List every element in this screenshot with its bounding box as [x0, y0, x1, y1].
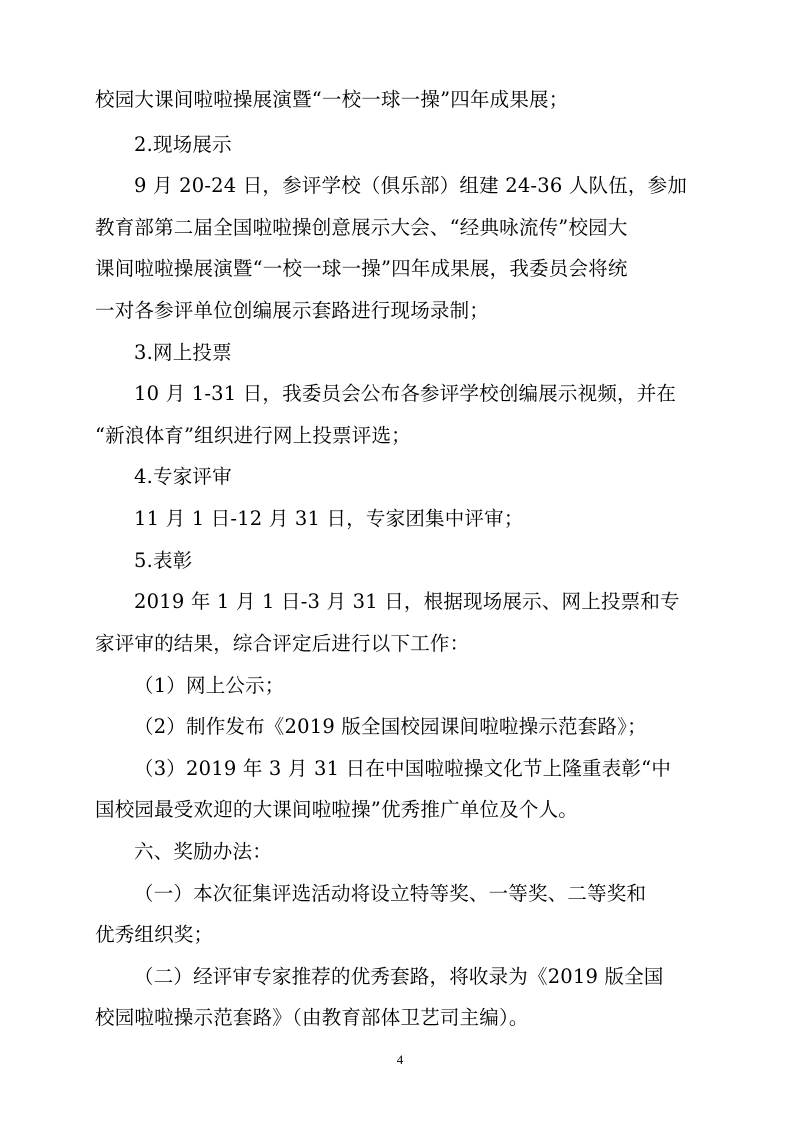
list-item: （3）2019 年 3 月 31 日在中国啦啦操文化节上隆重表彰“中: [134, 757, 672, 780]
paragraph-line: 国校园最受欢迎的大课间啦啦操”优秀推广单位及个人。: [95, 798, 578, 821]
paragraph-line: 校园大课间啦啦操展演暨“一校一球一操”四年成果展；: [95, 88, 569, 111]
list-item: （1）网上公示；: [134, 674, 285, 697]
paragraph-line: 2019 年 1 月 1 日-3 月 31 日，根据现场展示、网上投票和专: [134, 590, 680, 613]
paragraph-line: 校园啦啦操示范套路》（由教育部体卫艺司主编）。: [95, 1006, 529, 1029]
section-heading: 5.表彰: [134, 549, 193, 572]
section-heading: 3.网上投票: [134, 341, 232, 364]
paragraph-line: 10 月 1-31 日，我委员会公布各参评学校创编展示视频，并在: [134, 382, 677, 405]
paragraph-line: 教育部第二届全国啦啦操创意展示大会、“经典咏流传”校园大: [95, 216, 628, 239]
section-heading: 4.专家评审: [134, 465, 232, 488]
paragraph-line: 9 月 20-24 日，参评学校（俱乐部）组建 24-36 人队伍，参加: [134, 174, 688, 197]
paragraph-line: 11 月 1 日-12 月 31 日，专家团集中评审；: [134, 507, 524, 530]
paragraph-line: “新浪体育”组织进行网上投票评选；: [95, 424, 411, 447]
section-heading: 六、奖励办法：: [134, 840, 272, 863]
list-item: （二）经评审专家推荐的优秀套路，将收录为《2019 版全国: [134, 965, 664, 988]
page-number: 4: [396, 1052, 404, 1067]
paragraph-line: 家评审的结果，综合评定后进行以下工作：: [95, 632, 470, 655]
paragraph-line: 课间啦啦操展演暨“一校一球一操”四年成果展，我委员会将统: [95, 257, 628, 280]
paragraph-line: 优秀组织奖；: [95, 923, 214, 946]
list-item: （2）制作发布《2019 版全国校园课间啦啦操示范套路》；: [134, 715, 647, 738]
list-item: （一）本次征集评选活动将设立特等奖、一等奖、二等奖和: [134, 882, 647, 905]
paragraph-line: 一对各参评单位创编展示套路进行现场录制；: [95, 299, 490, 322]
section-heading: 2.现场展示: [134, 133, 232, 156]
